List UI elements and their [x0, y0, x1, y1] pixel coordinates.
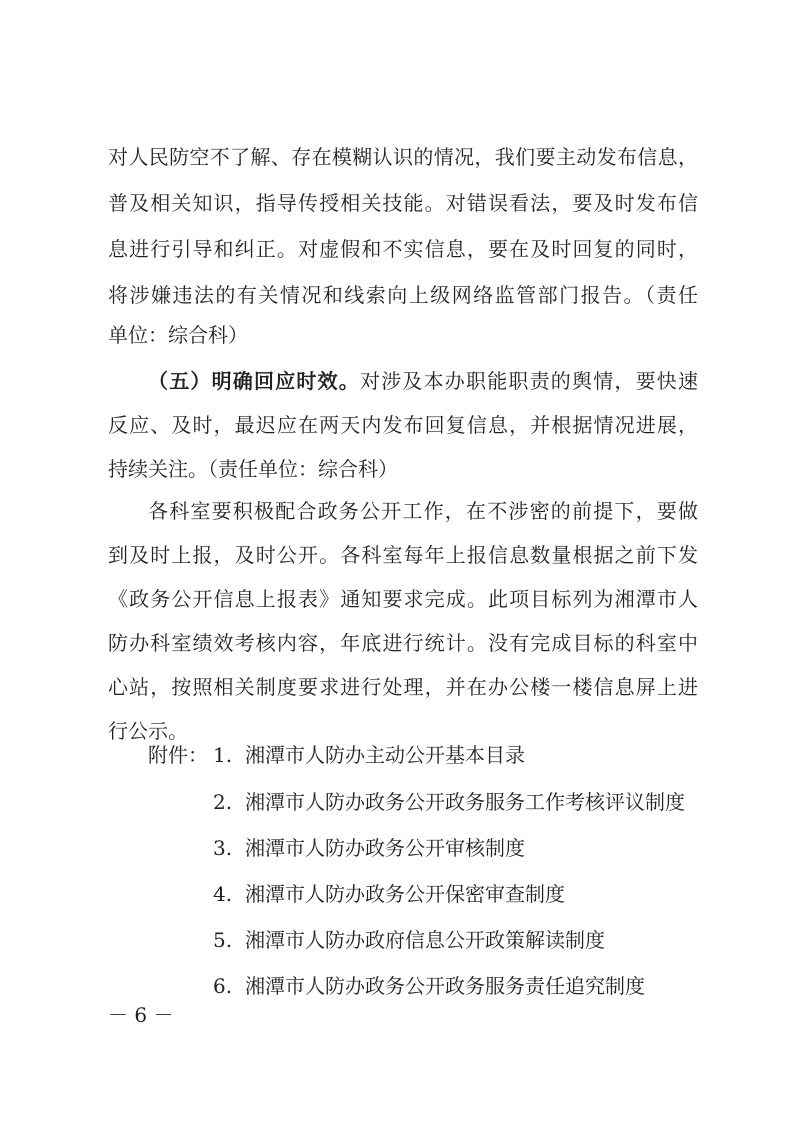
paragraph-line — [108, 366, 698, 396]
attachment-title: 湘潭市人防办政务公开保密审查制度 — [245, 882, 565, 906]
attachment-item — [213, 971, 645, 1001]
section-heading: （五）明确回应时效。 — [148, 369, 360, 393]
paragraph-line: 到及时上报，及时公开。各科室每年上报信息数量根据之前下发 — [108, 543, 698, 567]
paragraph-line: 行公示。 — [108, 719, 188, 743]
attachment-item — [213, 879, 565, 909]
paragraph-line: 反应、及时，最迟应在两天内发布回复信息，并根据情况进展， — [108, 413, 698, 437]
section-text: 对涉及本办职能职责的舆情，要快速 — [360, 369, 698, 393]
paragraph-line: 各科室要积极配合政务公开工作，在不涉密的前提下，要做 — [148, 499, 698, 523]
attachment-item — [213, 833, 525, 863]
attachment-title: 湘潭市人防办主动公开基本目录 — [245, 743, 525, 767]
page-number: － 6 － — [108, 1003, 174, 1027]
paragraph-line: 单位：综合科） — [108, 323, 248, 347]
paragraph-line: 将涉嫌违法的有关情况和线索向上级网络监管部门报告。（责任 — [108, 283, 698, 307]
attachments-label: 附件： — [148, 743, 208, 767]
attachment-item — [213, 740, 525, 770]
paragraph-line: 心站，按照相关制度要求进行处理，并在办公楼一楼信息屏上进 — [108, 675, 698, 699]
attachment-number: 4. — [213, 882, 233, 906]
attachment-number: 5. — [213, 928, 233, 952]
paragraph-line: 息进行引导和纠正。对虚假和不实信息，要在及时回复的同时， — [108, 237, 698, 261]
attachment-title: 湘潭市人防办政府信息公开政策解读制度 — [245, 928, 605, 952]
attachment-item — [213, 787, 685, 817]
paragraph-line: 持续关注。（责任单位：综合科） — [108, 457, 398, 481]
attachment-number: 3. — [213, 836, 233, 860]
attachment-title: 湘潭市人防办政务公开审核制度 — [245, 836, 525, 860]
attachment-title: 湘潭市人防办政务公开政务服务责任追究制度 — [245, 974, 645, 998]
attachment-number: 2. — [213, 790, 233, 814]
attachment-number: 6. — [213, 974, 233, 998]
paragraph-line: 对人民防空不了解、存在模糊认识的情况，我们要主动发布信息， — [108, 145, 698, 169]
attachment-item — [213, 925, 605, 955]
attachment-number: 1. — [213, 743, 233, 767]
paragraph-line: 普及相关知识，指导传授相关技能。对错误看法，要及时发布信 — [108, 191, 698, 215]
attachment-title: 湘潭市人防办政务公开政务服务工作考核评议制度 — [245, 790, 685, 814]
paragraph-line: 《政务公开信息上报表》通知要求完成。此项目标列为湘潭市人 — [108, 587, 698, 611]
paragraph-line: 防办科室绩效考核内容，年底进行统计。没有完成目标的科室中 — [108, 631, 698, 655]
